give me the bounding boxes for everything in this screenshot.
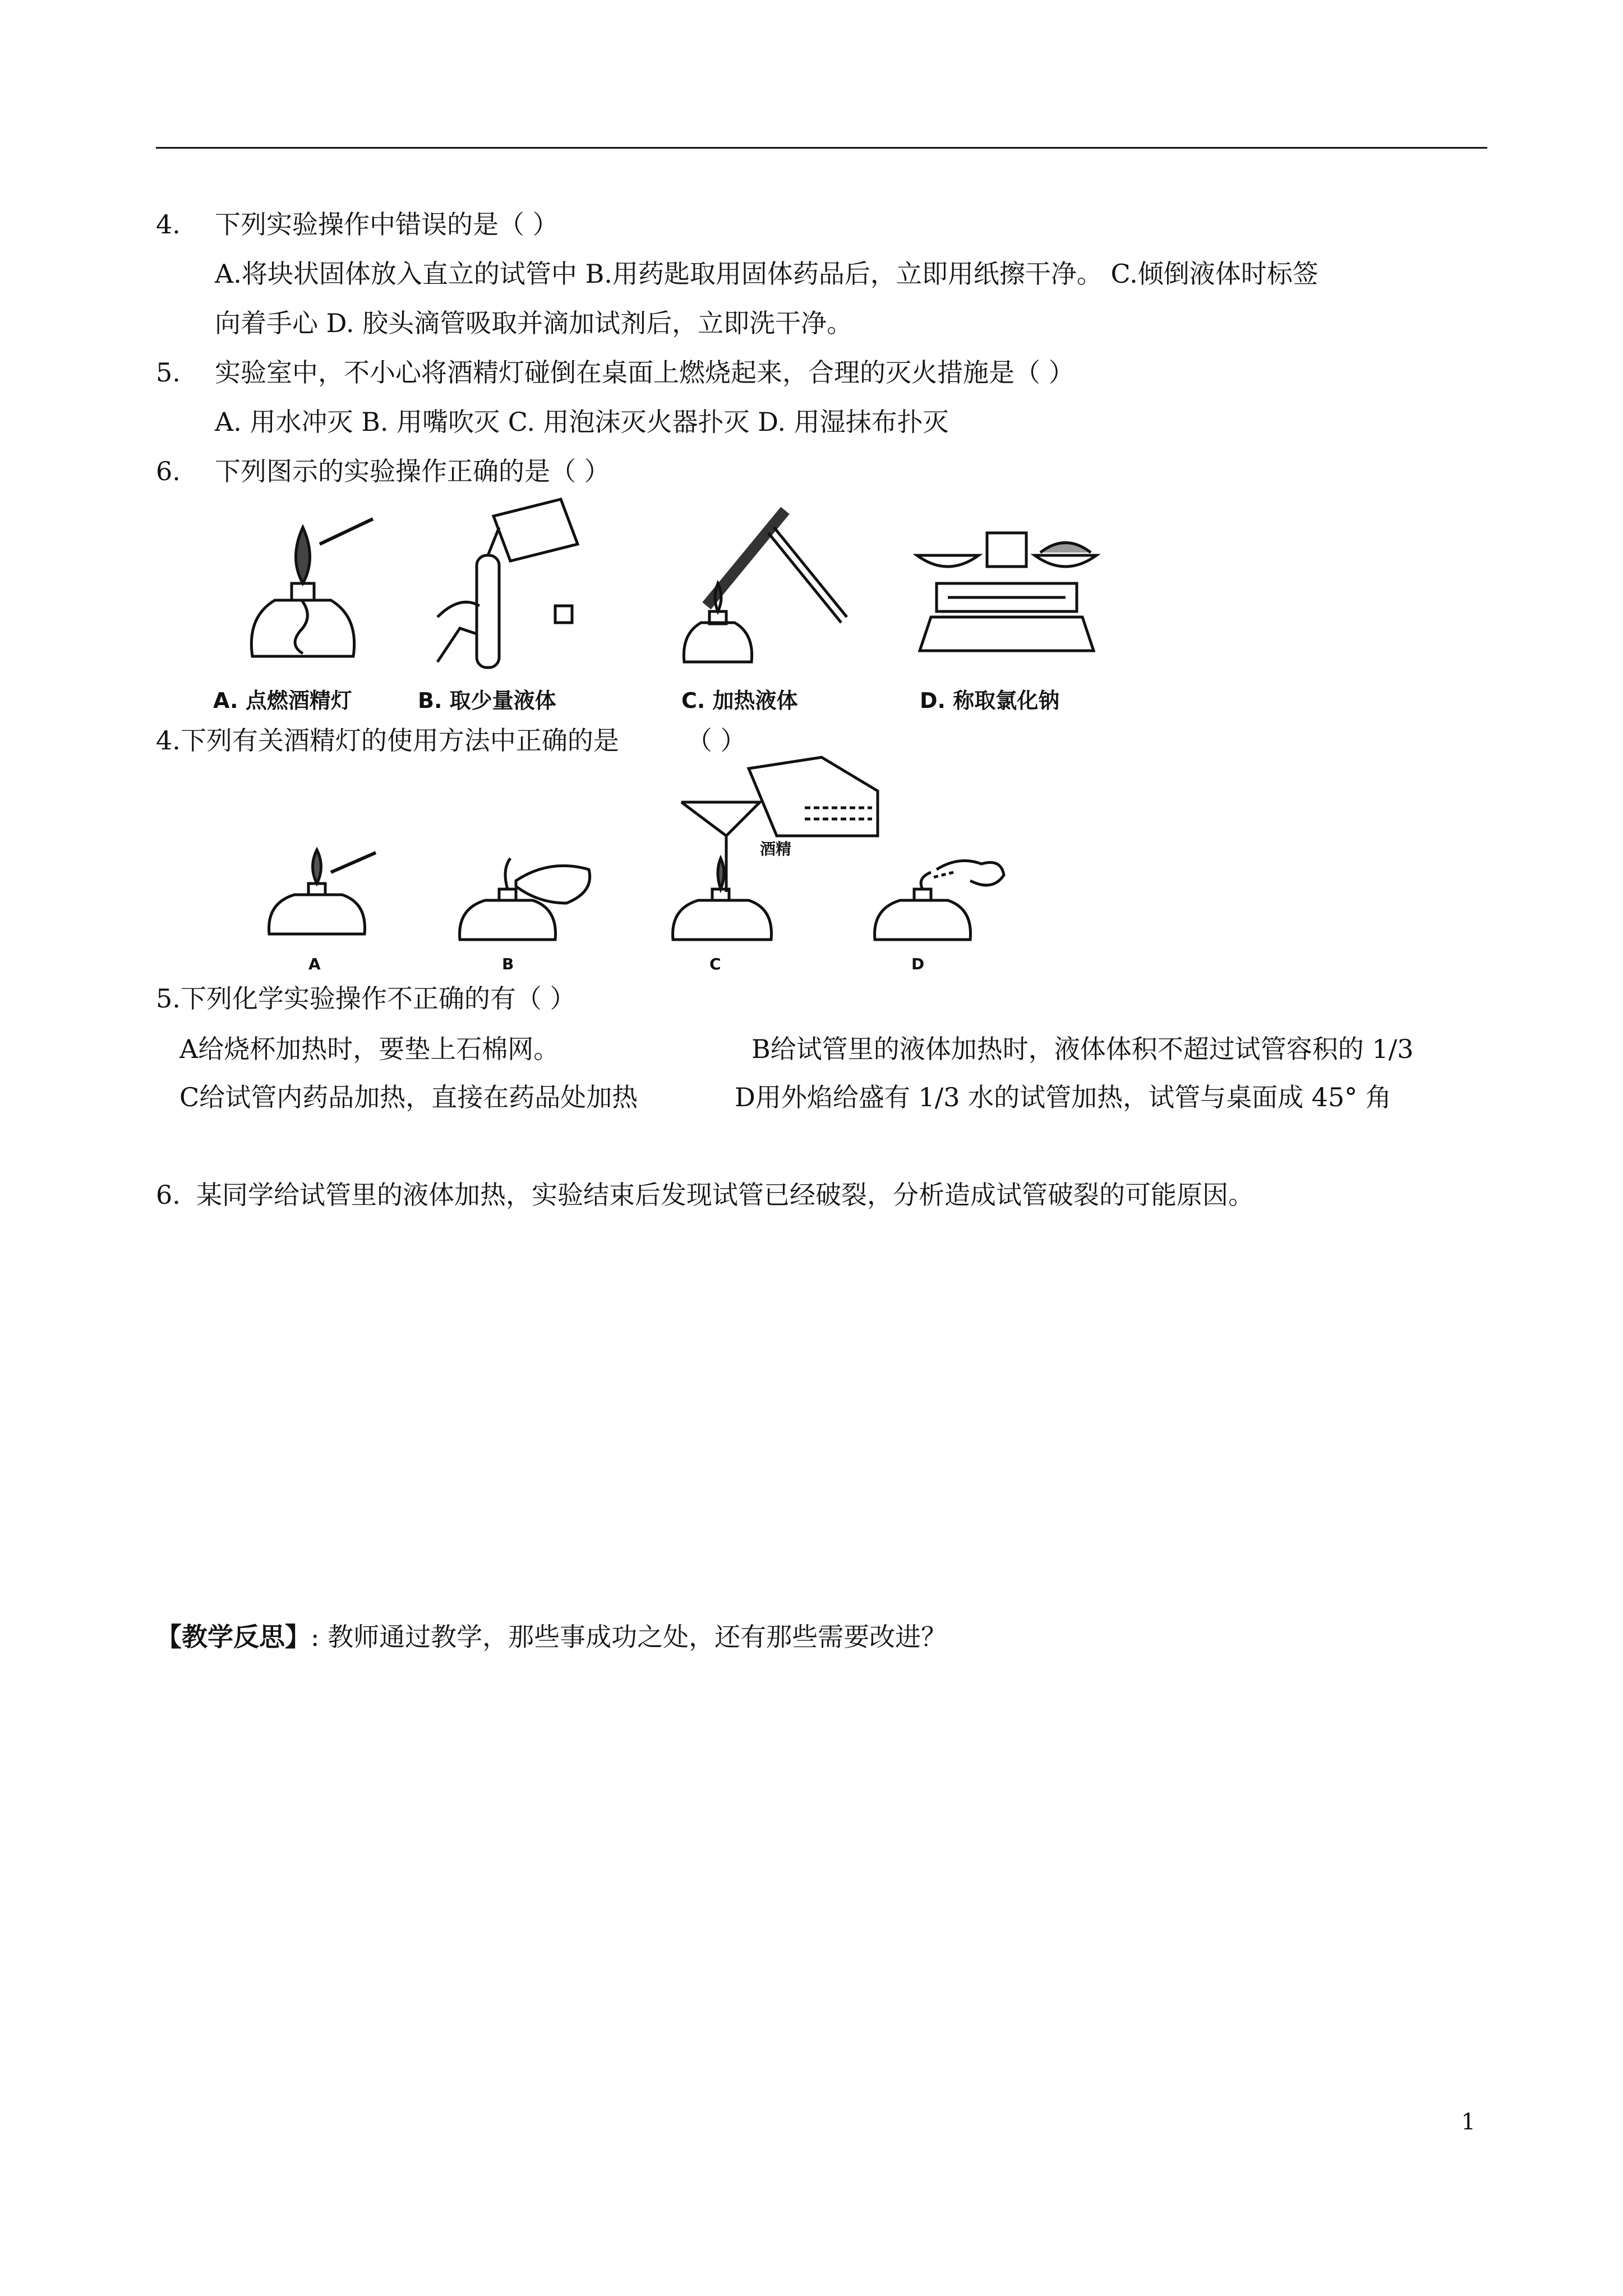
q5-number: 5. <box>156 357 181 388</box>
figure-lighting-lamp <box>236 505 381 673</box>
q5b-option-c: C给试管内药品加热，直接在药品处加热 <box>179 1082 638 1112</box>
label-c: C <box>709 955 721 973</box>
q4-stem-text: 下列实验操作中错误的是（ ） <box>215 209 559 240</box>
q5b-stem: 5.下列化学实验操作不正确的有（ ） <box>156 983 576 1014</box>
q4b-stem-text: 4.下列有关酒精灯的使用方法中正确的是 <box>156 725 619 756</box>
q5-options: A. 用水冲灭 B. 用嘴吹灭 C. 用泡沫灭火器扑灭 D. 用湿抹布扑灭 <box>215 407 949 437</box>
q5b-option-d: D用外焰给盛有 1/3 水的试管加热，试管与桌面成 45° 角 <box>735 1082 1391 1112</box>
figure-lamp-b <box>454 847 600 948</box>
q4b-stem <box>156 724 746 757</box>
label-b: B <box>502 955 514 973</box>
q5b-option-a: A给烧杯加热时，要垫上石棉网。 <box>179 1034 560 1064</box>
q5b-option-b: B给试管里的液体加热时，液体体积不超过试管容积的 1/3 <box>751 1034 1414 1064</box>
reflection-label: 【教学反思】 <box>156 1622 311 1652</box>
label-alcohol: 酒精 <box>760 840 792 858</box>
caption-a: A. 点燃酒精灯 <box>213 688 352 713</box>
q5-stem-text: 实验室中，不小心将酒精灯碰倒在桌面上燃烧起来，合理的灭火措施是（ ） <box>215 357 1075 388</box>
q5-stem <box>156 356 1075 389</box>
caption-b: B. 取少量液体 <box>418 688 556 713</box>
header-rule <box>156 147 1487 149</box>
q4-number: 4. <box>156 209 181 240</box>
figure-lamp-d <box>869 847 1015 948</box>
label-a: A <box>308 955 321 973</box>
caption-c: C. 加热液体 <box>681 688 798 713</box>
q6-stem-text: 下列图示的实验操作正确的是（ ） <box>215 456 610 486</box>
q4-stem <box>156 208 559 241</box>
reflection-text: : 教师通过教学，那些事成功之处，还有那些需要改进？ <box>311 1622 947 1652</box>
figure-pouring-liquid <box>426 494 594 673</box>
q4b-paren: （ ） <box>686 725 746 756</box>
figure-heating-liquid <box>673 494 864 673</box>
q6-number: 6. <box>156 456 181 486</box>
q6b-number: 6. <box>156 1180 181 1210</box>
figure-lamp-a <box>264 841 387 942</box>
reflection <box>156 1620 947 1654</box>
caption-d: D. 称取氯化钠 <box>920 688 1060 713</box>
q6b-stem-text: 某同学给试管里的液体加热，实验结束后发现试管已经破裂，分析造成试管破裂的可能原因。 <box>196 1180 1254 1210</box>
figure-balance <box>909 522 1105 662</box>
q6-stem <box>156 454 610 488</box>
q4-options-line1: A.将块状固体放入直立的试管中 B.用药匙取用固体药品后，立即用纸擦干净。 C.倾倒液体时标签 <box>215 259 1318 289</box>
q6b-stem <box>156 1178 1254 1212</box>
label-d: D <box>911 955 925 973</box>
q4-options-line2: 向着手心 D. 胶头滴管吸取并滴加试剂后，立即洗干净。 <box>215 308 853 338</box>
page-number: 1 <box>1461 2109 1476 2135</box>
